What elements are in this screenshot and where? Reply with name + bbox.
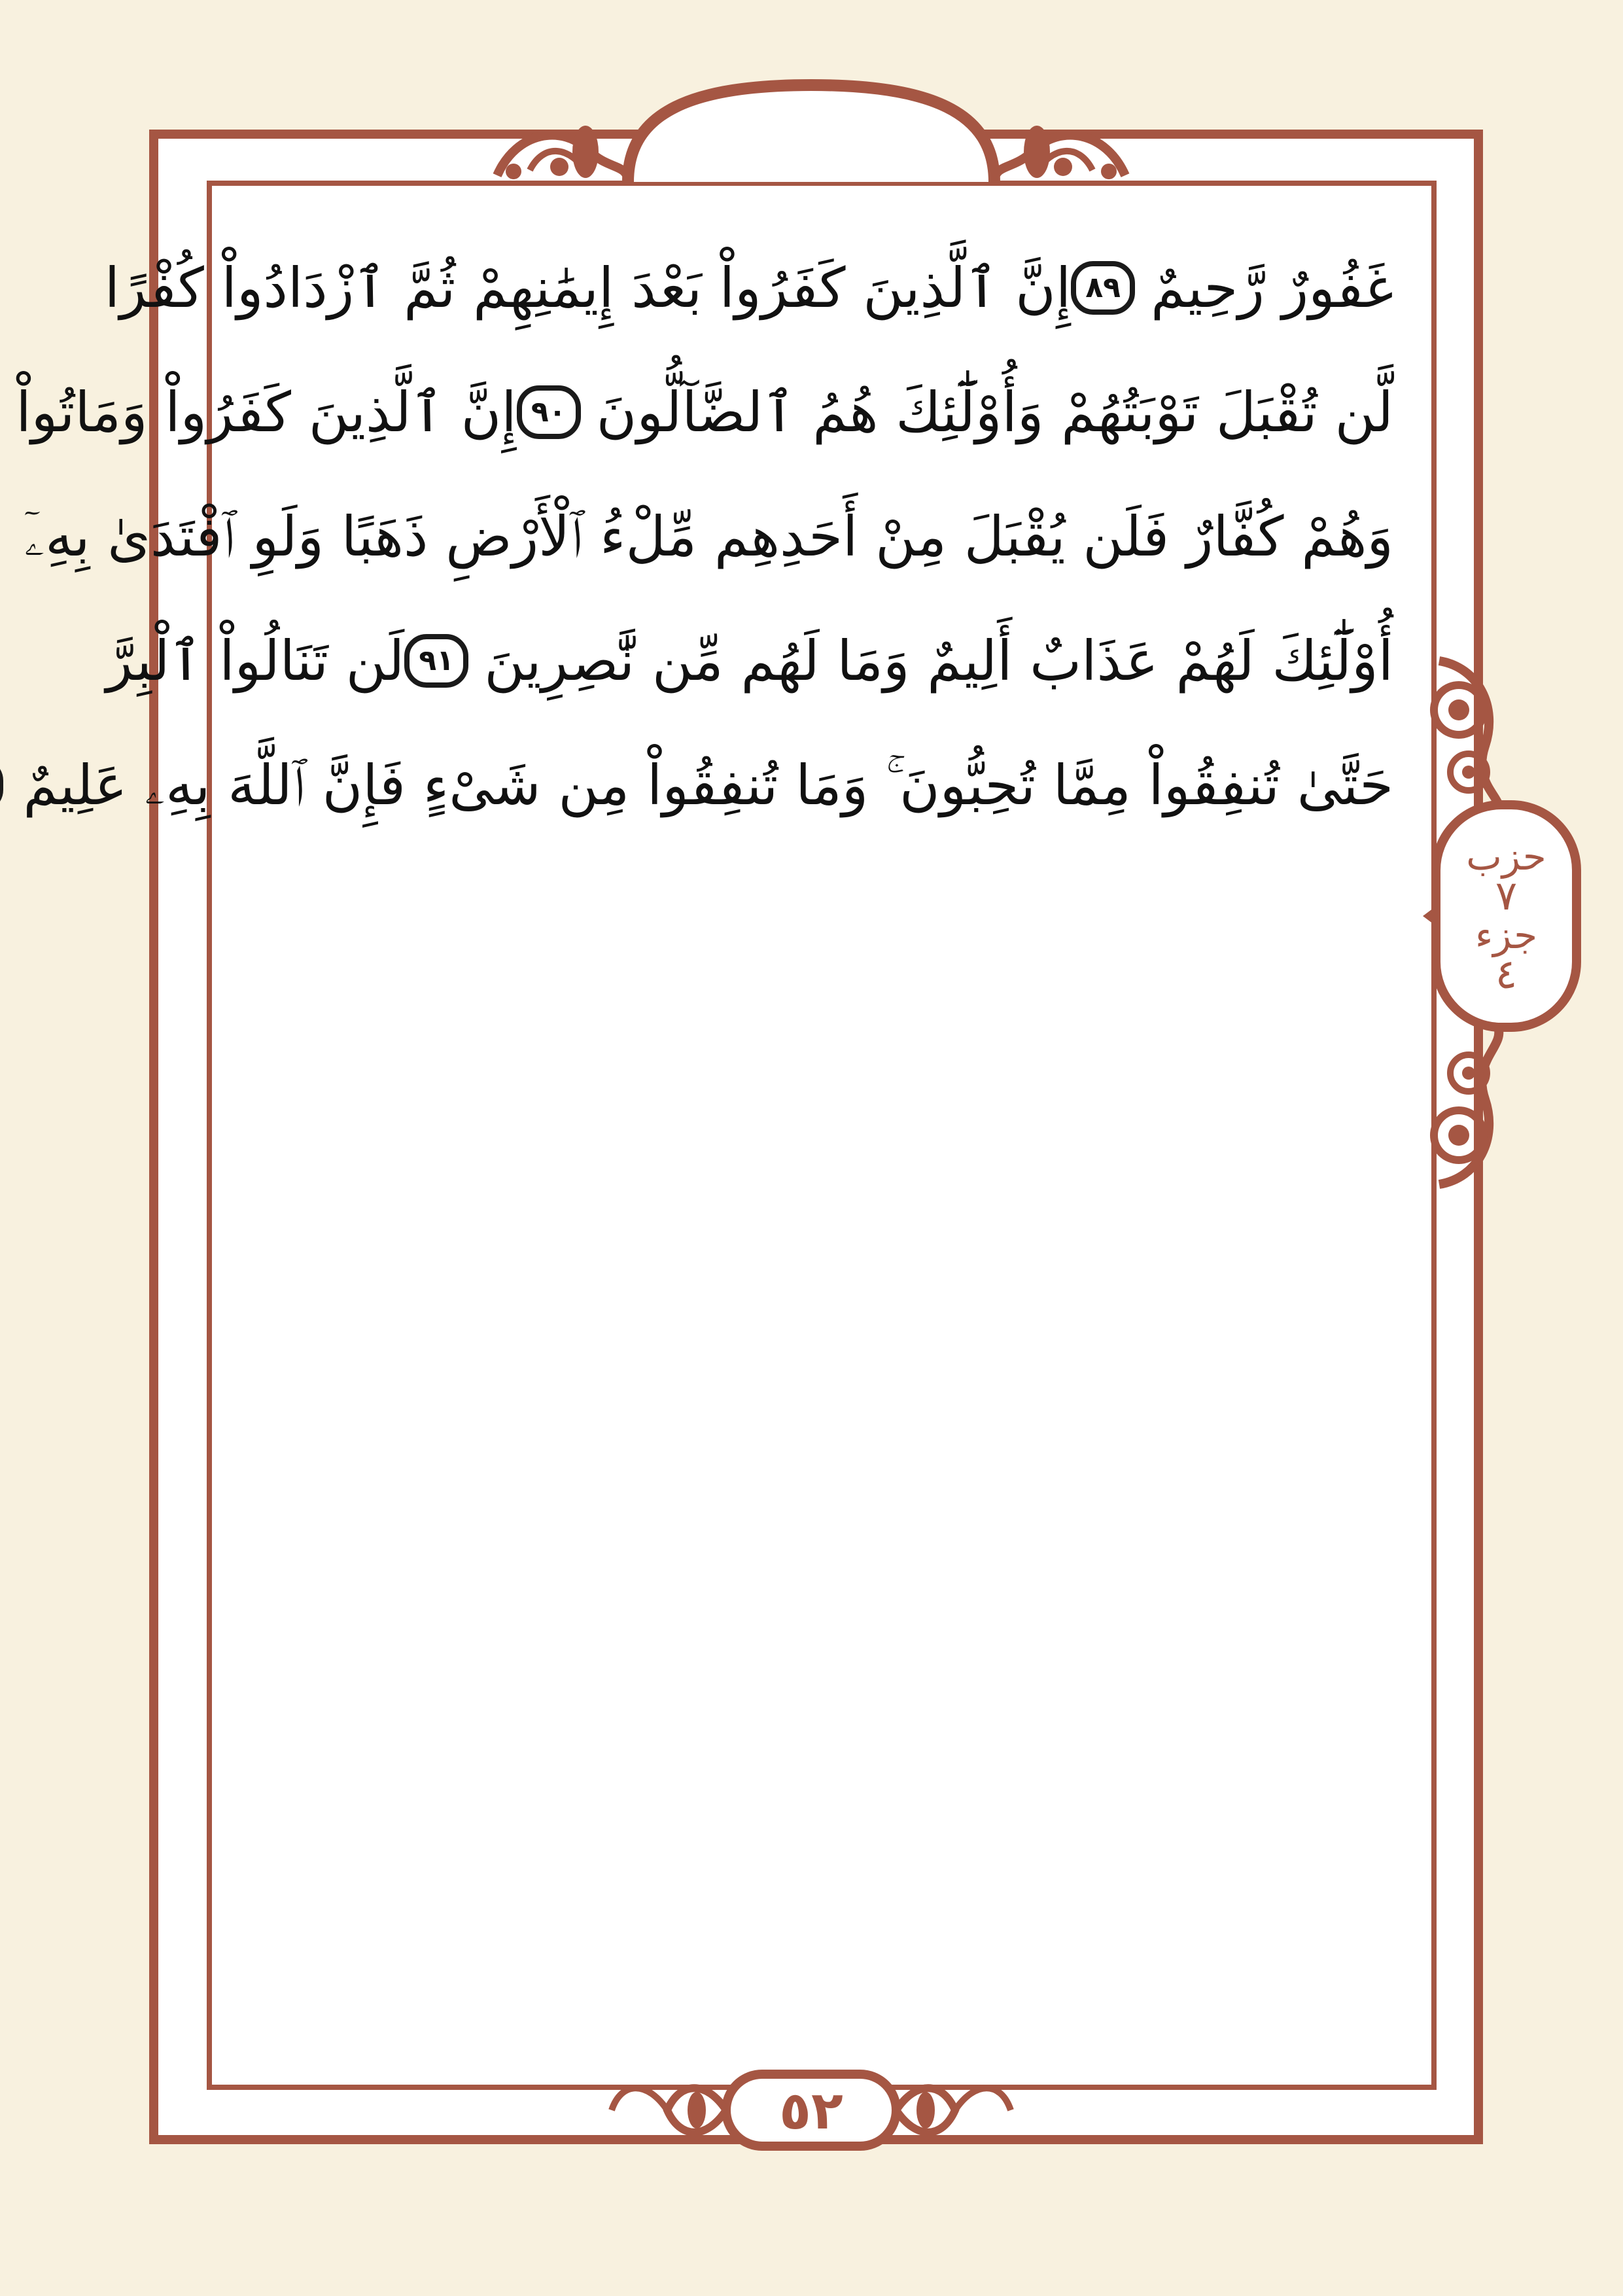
verse-text: غَفُورٌ رَّحِيمٌ: [1151, 256, 1393, 320]
verse-text: إِنَّ ٱلَّذِينَ كَفَرُواْ بَعْدَ إِيمَٰنِهِمْ ثُمَّ ٱزْدَادُواْ كُفْرًا: [104, 256, 1072, 320]
juz-number: ٤: [1495, 950, 1518, 998]
hizb-juz-marker: [1449, 808, 1563, 1024]
verse-line-3: [24, 474, 1393, 599]
verse-text: لَن تَنَالُواْ ٱلْبِرَّ: [106, 629, 405, 693]
hizb-number: ٧: [1495, 872, 1518, 919]
quran-text-block: [16, 226, 1393, 847]
verse-text: إِنَّ ٱلَّذِينَ كَفَرُواْ وَمَاتُواْ: [16, 380, 517, 444]
verse-text: لَّن تُقْبَلَ تَوْبَتُهُمْ وَأُوْلَٰٓئِكَ هُمُ ٱلضَّآلُّونَ: [596, 380, 1393, 444]
verse-text: وَهُمْ كُفَّارٌ فَلَن يُقْبَلَ مِنْ أَحَدِهِم مِّلْءُ ٱلْأَرْضِ ذَهَبًا وَلَوِ ٱفْتَدَىٰ بِهِۦٓ: [24, 504, 1393, 569]
bottom-left-leaf-icon: [688, 2092, 706, 2128]
top-left-leaf-icon: [572, 126, 599, 178]
verse-line-4: [106, 599, 1393, 723]
verse-text: حَتَّىٰ تُنفِقُواْ مِمَّا تُحِبُّونَ ۚ وَمَا تُنفِقُواْ مِن شَىْءٍ فَإِنَّ ٱللَّهَ بِهِۦ عَلِيمٌ: [23, 752, 1393, 817]
top-ornament: [497, 85, 1125, 182]
verse-line-1: [104, 226, 1393, 350]
hizb-label: حزب: [1466, 834, 1546, 879]
ayah-marker-icon: ٨٩: [1071, 261, 1135, 315]
page-number: ٥٢: [779, 2079, 843, 2141]
verse-line-2: [16, 350, 1393, 474]
verse-line-5: [23, 723, 1393, 847]
ayah-marker-icon: ٩٠: [517, 385, 581, 439]
verse-text: أُوْلَٰٓئِكَ لَهُمْ عَذَابٌ أَلِيمٌ وَمَا لَهُم مِّن نَّٰصِرِينَ: [484, 629, 1393, 693]
bottom-right-leaf-icon: [916, 2092, 935, 2128]
top-right-leaf-icon: [1024, 126, 1050, 178]
ayah-marker-icon: ٩١: [404, 634, 468, 688]
juz-label: جزء: [1475, 913, 1538, 957]
